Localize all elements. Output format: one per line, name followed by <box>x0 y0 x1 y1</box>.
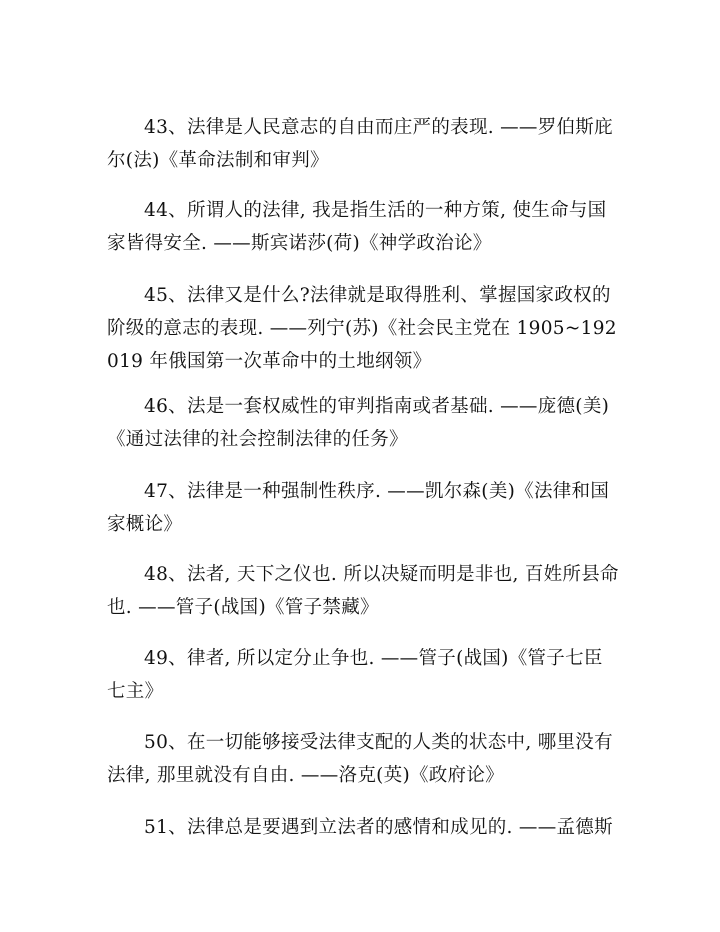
quote-44: 44、所谓人的法律, 我是指生活的一种方策, 使生命与国家皆得安全. ——斯宾诺莎(荷)《神学政治论》 <box>107 200 607 254</box>
quote-51: 51、法律总是要遇到立法者的感情和成见的. ——孟德斯 <box>144 817 613 838</box>
quote-47: 47、法律是一种强制性秩序. ——凯尔森(美)《法律和国家概论》 <box>107 481 610 535</box>
quote-48: 48、法者, 天下之仪也. 所以决疑而明是非也, 百姓所县命也. ——管子(战国)《管子禁藏》 <box>107 564 619 618</box>
quote-45: 45、法律又是什么?法律就是取得胜利、掌握国家政权的阶级的意志的表现. ——列宁(苏)《社会民主党在 1905~192019 年俄国第一次革命中的土地纲领》 <box>107 285 617 372</box>
quote-50: 50、在一切能够接受法律支配的人类的状态中, 哪里没有法律, 那里就没有自由. ——洛克(英)《政府论》 <box>107 732 613 786</box>
quote-46: 46、法是一套权威性的审判指南或者基础. ——庞德(美)《通过法律的社会控制法律的任务》 <box>107 396 610 450</box>
quote-49: 49、律者, 所以定分止争也. ——管子(战国)《管子七臣七主》 <box>107 648 603 702</box>
quote-43: 43、法律是人民意志的自由而庄严的表现. ——罗伯斯庇尔(法)《革命法制和审判》 <box>107 117 613 171</box>
